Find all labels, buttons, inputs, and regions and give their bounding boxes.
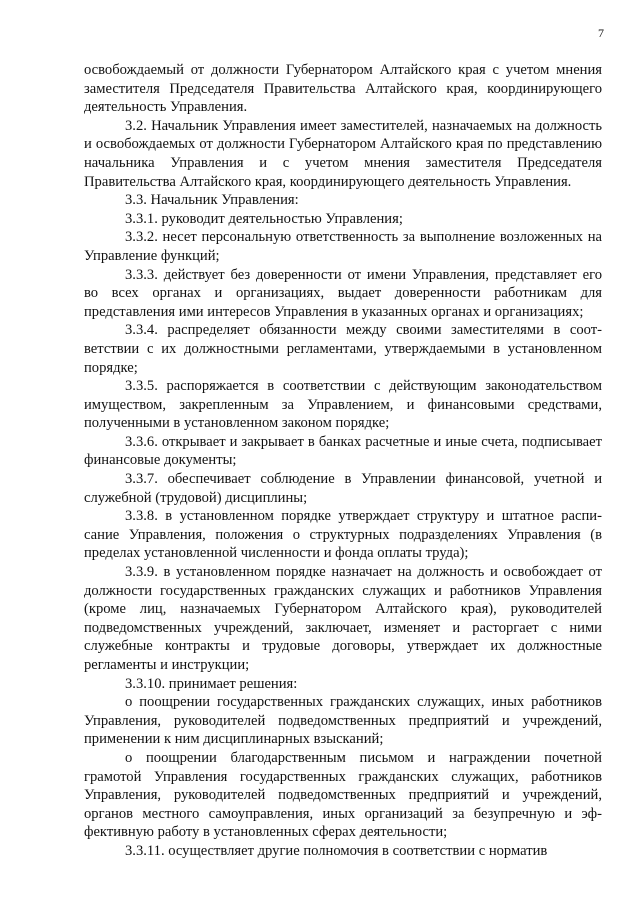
paragraph-3-3-4: 3.3.4. распределяет обязанности между своими заместителями в соответствии с их должностными регламентами, утверждаемыми в установленном порядке; xyxy=(84,322,602,376)
paragraph-3-3-3: 3.3.3. действует без доверенности от имени Управления, представляет его во всех органах и организациях, выдает доверенности работникам для представления ими интересов Управления в указанных органах и организациях; xyxy=(84,266,602,320)
page-number: 7 xyxy=(598,26,604,40)
paragraph-3-3-5: 3.3.5. распоряжается в соответствии с действующим законодательством имуществом, закрепленным за Управлением, и финансовыми средствами, полученными в установленном законом порядке; xyxy=(84,378,602,432)
paragraph-incentives-staff: о поощрении государственных гражданских служащих, иных работников Управления, руководителей подведомственных предприятий и учреждений, применении к ним дисциплинарных взысканий; xyxy=(84,694,602,748)
paragraph-incentives-award: о поощрении благодарственным письмом и награждении почетной грамотой Управления государственных гражданских служащих, работников Управления, руководителей подведомственных предприятий и учреждений, органов местного самоуправления, иных организаций за безупречную и эффективную работу в установленных сферах деятельности; xyxy=(84,749,602,841)
paragraph-3-3-2: 3.3.2. несет персональную ответственность за выполнение возложенных на Управление функций; xyxy=(84,229,602,264)
paragraph-3-3-9: 3.3.9. в установленном порядке назначает на должность и освобождает от должности государственных гражданских служащих и работников Управления (кроме лиц, назначаемых Губернатором Алтайского края), руководителей подведомственных учреждений, заключает, изменяет и расторгает с ними служебные контракты и трудовые договоры, утверждает их должностные регламенты и инструкции; xyxy=(84,564,602,673)
paragraph-3-3: 3.3. Начальник Управления: xyxy=(125,192,299,209)
document-body xyxy=(84,61,602,861)
paragraph-3-3-8: 3.3.8. в установленном порядке утверждает структуру и штатное расписание Управления, положения о структурных подразделениях Управления (в пределах установленной численности и фонда оплаты труда); xyxy=(84,508,602,562)
paragraph-3-3-11: 3.3.11. осуществляет другие полномочия в соответствии с норматив xyxy=(125,842,548,859)
paragraph-continuation: освобождаемый от должности Губернатором Алтайского края с учетом мнения заместителя Председателя Правительства Алтайского края, координирующего деятельность Управления. xyxy=(84,62,602,116)
paragraph-3-3-6: 3.3.6. открывает и закрывает в банках расчетные и иные счета, подписывает финансовые документы; xyxy=(84,433,602,469)
paragraph-3-3-10: 3.3.10. принимает решения: xyxy=(125,675,298,692)
paragraph-3-3-1: 3.3.1. руководит деятельностью Управления; xyxy=(125,210,403,227)
paragraph-3-3-7: 3.3.7. обеспечивает соблюдение в Управлении финансовой, учетной и служебной (трудовой) дисциплины; xyxy=(84,471,602,506)
paragraph-3-2: 3.2. Начальник Управления имеет заместителей, назначаемых на должность и освобождаемых от должности Губернатором Алтайского края по представлению начальника Управления и с учетом мнения заместителя Председателя Правительства Алтайского края, координирующего деятельность Управления. xyxy=(84,117,602,190)
